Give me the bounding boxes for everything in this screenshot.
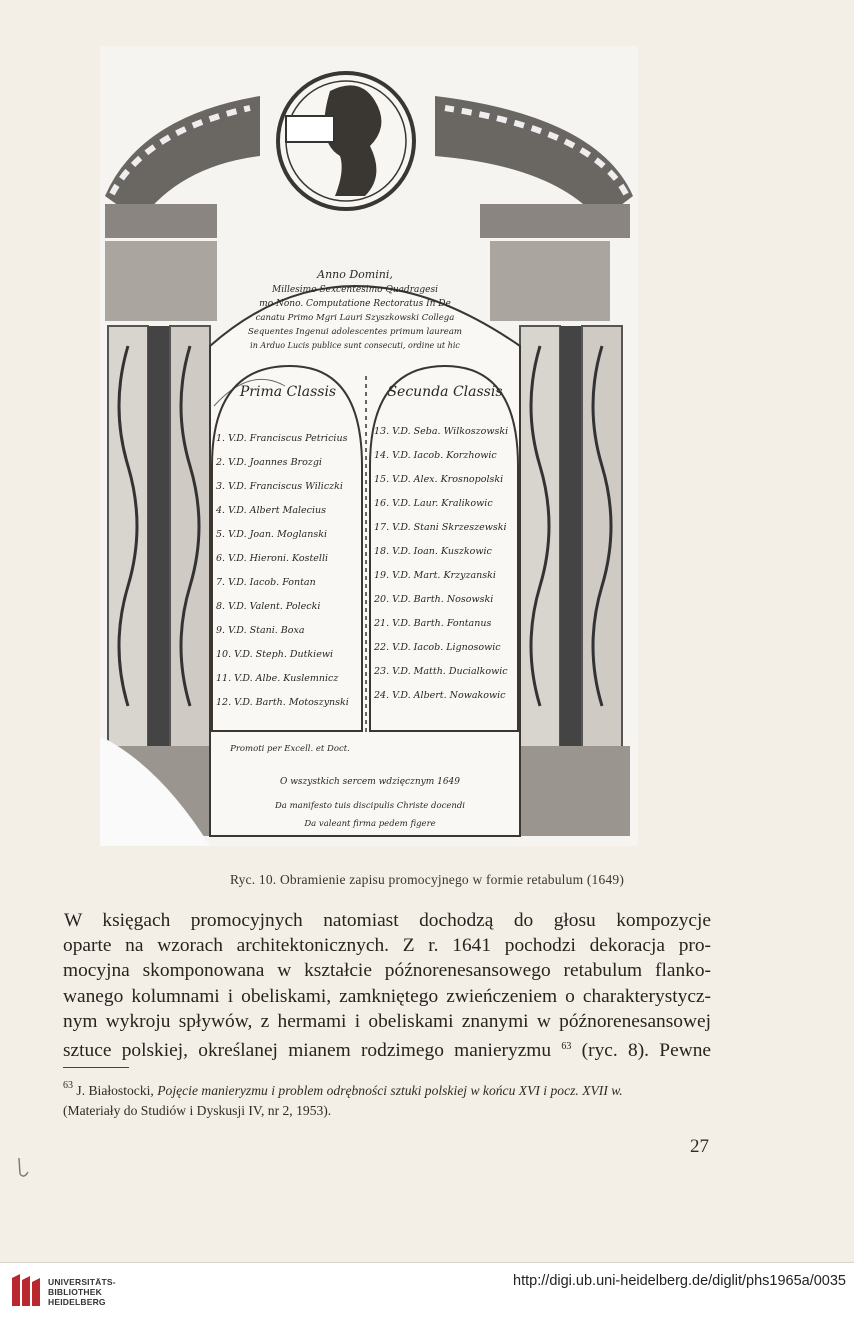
right-name-4: 17. V.D. Stani Skrzeszewski [374, 522, 507, 533]
right-name-7: 20. V.D. Barth. Nosowski [374, 594, 494, 605]
body-line: mocyjna skomponowana w kształcie późnorenesansowego retabulum flanko- [63, 960, 711, 982]
footer-line-3: Da valeant firma pedem figere [304, 819, 436, 829]
footnote-rest: (Materiały do Studiów i Dyskusji IV, nr 2, 1953). [63, 1103, 332, 1118]
left-name-10: 11. V.D. Albe. Kuslemnicz [216, 673, 339, 684]
figure-caption: Ryc. 10. Obramienie zapisu promocyjnego w formie retabulum (1649) [229, 872, 625, 887]
library-logo-text[interactable] [48, 1277, 116, 1307]
body-line: oparte na wzorach architektonicznych. Z r. 1641 pochodzi dekoracja pro- [63, 935, 711, 957]
right-name-11: 24. V.D. Albert. Nowakowic [374, 690, 506, 701]
right-name-9: 22. V.D. Iacob. Lignosowic [374, 642, 501, 653]
body-line: W księgach promocyjnych natomiast dochodzą do głosu kompozycje [64, 910, 711, 931]
logo-line: HEIDELBERG [48, 1297, 106, 1307]
header-line-3: canatu Primo Mgri Lauri Szyszkowski Collega [255, 313, 455, 323]
body-line: wanego kolumnami i obeliskami, zamkniętego zwieńczeniem o charakterystycz- [63, 985, 711, 1007]
logo-line: UNIVERSITÄTS- [48, 1277, 116, 1287]
university-library-logo[interactable] [8, 1270, 42, 1310]
right-class-title: Secunda Classis [387, 384, 503, 400]
left-name-5: 6. V.D. Hieroni. Kostelli [216, 553, 329, 564]
left-name-4: 5. V.D. Joan. Moglanski [216, 529, 327, 540]
right-name-2: 15. V.D. Alex. Krosnopolski [374, 474, 504, 485]
body-line-last [63, 1034, 711, 1063]
left-name-3: 4. V.D. Albert Malecius [216, 505, 327, 516]
right-name-0: 13. V.D. Seba. Wilkoszowski [374, 426, 509, 437]
footnote-author: J. Białostocki, [73, 1083, 158, 1098]
right-name-10: 23. V.D. Matth. Ducialkowic [374, 666, 508, 677]
margin-pencil-mark [16, 1156, 32, 1180]
logo-line: BIBLIOTHEK [48, 1287, 102, 1297]
footnote-reference: 63 [561, 1041, 572, 1053]
library-footer-bar [0, 1262, 854, 1324]
footnote [63, 1076, 713, 1121]
left-name-7: 8. V.D. Valent. Polecki [216, 601, 321, 612]
body-line: nym wykroju spływów, z hermami i obeliskami znanymi w późnorenesansowej [63, 1010, 711, 1032]
left-name-1: 2. V.D. Joannes Brozgi [216, 457, 322, 468]
header-line-0: Anno Domini, [317, 268, 393, 281]
footnote-title: Pojęcie manieryzmu i problem odrębności sztuki polskiej w końcu XVI i pocz. XVII w. [157, 1083, 623, 1098]
header-line-2: mo Nono. Computatione Rectoratus In De [259, 299, 451, 309]
footer-line-2: Da manifesto tuis discipulis Christe docendi [274, 801, 466, 811]
right-name-8: 21. V.D. Barth. Fontanus [374, 618, 492, 629]
left-name-6: 7. V.D. Iacob. Fontan [216, 577, 316, 588]
page-number: 27 [690, 1136, 709, 1157]
left-name-11: 12. V.D. Barth. Motoszynski [216, 697, 349, 708]
permalink-url[interactable]: http://digi.ub.uni-heidelberg.de/diglit/phs1965a/0035 [513, 1273, 846, 1289]
right-name-3: 16. V.D. Laur. Kralikowic [374, 498, 493, 509]
body-last-after: (ryc. 8). Pewne [571, 1040, 711, 1062]
left-name-8: 9. V.D. Stani. Boxa [216, 625, 305, 636]
header-line-4: Sequentes Ingenui adolescentes primum lauream [248, 327, 462, 337]
body-last-before: sztuce polskiej, określanej mianem rodzimego manieryzmu [63, 1040, 552, 1062]
left-name-0: 1. V.D. Franciscus Petricius [216, 433, 348, 444]
header-line-1: Millesimo Sexcentesimo Quadragesi [271, 285, 439, 295]
footnote-marker: 63 [63, 1080, 73, 1091]
header-line-5: in Arduo Lucis publice sunt consecuti, ordine ut hic [250, 341, 460, 350]
footer-line-0: Promoti per Excell. et Doct. [230, 744, 350, 754]
figure-retabulum [100, 46, 638, 846]
right-name-1: 14. V.D. Iacob. Korzhowic [374, 450, 497, 461]
left-name-9: 10. V.D. Steph. Dutkiewi [216, 649, 333, 660]
body-paragraph [63, 908, 711, 1063]
right-name-6: 19. V.D. Mart. Krzyzanski [374, 570, 496, 581]
right-name-5: 18. V.D. Ioan. Kuszkowic [374, 546, 492, 557]
footnote-rule [63, 1067, 129, 1068]
left-name-2: 3. V.D. Franciscus Wiliczki [216, 481, 343, 492]
footer-line-1: O wszystkich sercem wdzięcznym 1649 [279, 777, 461, 787]
retabulum-drawing [100, 46, 638, 846]
left-class-title: Prima Classis [239, 384, 337, 400]
